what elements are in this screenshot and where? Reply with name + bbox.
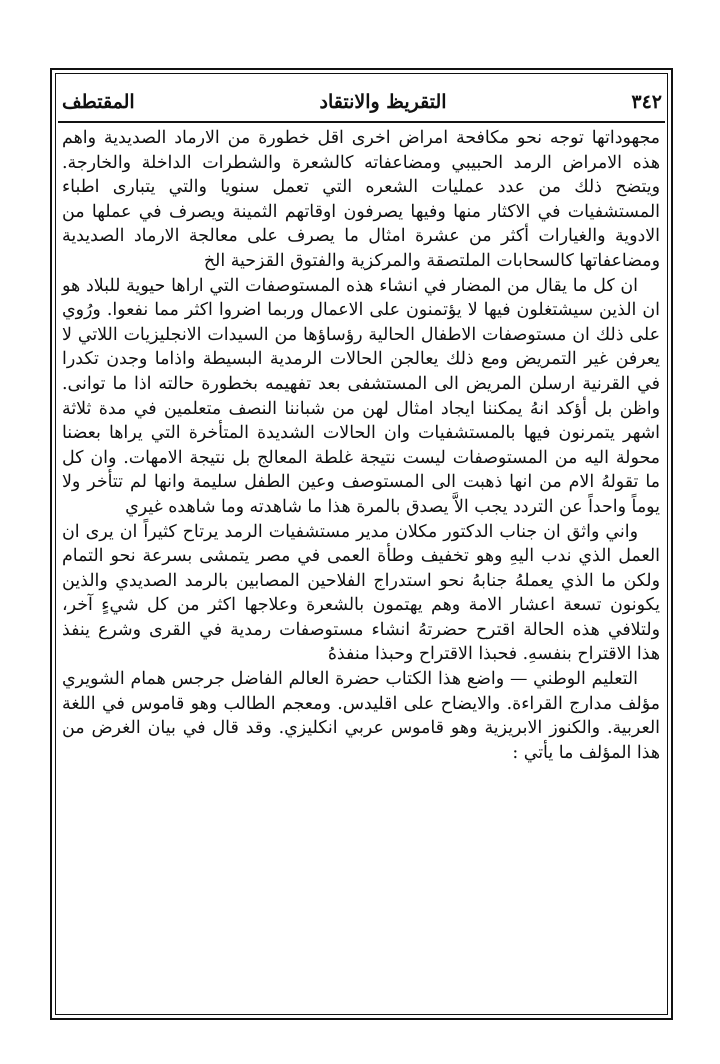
paragraph-4: التعليم الوطني — واضع هذا الكتاب حضرة العالم الفاضل جرجس همام الشويري مؤلف مدارج القراءة. والايضاح على اقليدس. ومعجم الطالب وهو قاموس في اللغة العربية. والكنوز الابريزية وهو قاموس عربي انكليزي. وقد قال في بيان الغرض من هذا المؤلف ما يأتي :	[62, 669, 660, 763]
header-rule	[58, 121, 665, 123]
article-body	[62, 126, 660, 765]
paragraph-1: مجهوداتها توجه نحو مكافحة امراض اخرى اقل خطورة من الارماد الصديدية واهم هذه الامراض الرمد الحبيبي ومضاعفاته كالشعرة والشطرات الداخلة والخارجة. ويتضح ذلك من عدد عمليات الشعره التي تعمل سنويا والتي يتبارى اطباء المستشفيات في الاكثار منها وفيها يصرفون اوقاتهم الثمينة ويصرف في عملها من الادوية والغيارات أكثر من عشرة امثال ما يصرف على معالجة الارماد الصديدية ومضاعفاتها كالسحابات الملتصقة والمركزية والفتوق القزحية الخ	[62, 128, 660, 271]
journal-name: المقتطف	[62, 91, 135, 113]
running-header	[62, 84, 662, 120]
paragraph-2: ان كل ما يقال من المضار في انشاء هذه المستوصفات التي اراها حيوية للبلاد هو ان الذين سيشتغلون فيها لا يؤتمنون على الاعمال وربما اضروا اكثر مما نفعوا. ورُوي على ذلك ان مستوصفات الاطفال الحالية رؤساؤها من السيدات الانجليزيات اللاتي لا يعرفن غير التمريض ومع ذلك يعالجن الحالات الرمدية البسيطة واذاما وجدن تكدرا في القرنية ارسلن المريض الى المستشفى بعد تفهيمه بخطورة حالته اذا ما توانى. واظن بل أؤكد انهُ يمكننا ايجاد امثال لهن من شباننا النصف متعلمين في مدة ثلاثة اشهر يتمرنون فيها بالمستشفيات وان الحالات الشديدة المتأخرة التي يراها بعضنا محولة اليه من المستوصفات ليست نتيجة غلطة المعالج بل نتيجة الامهات. وان كل ما تقولهُ الام من انها ذهبت الى المستوصف وعين الطفل سليمة وانها لم تتأخر ولا يوماً واحداً عن التردد يجب الاَّ يصدق بالمرة هذا ما شاهدته وما شاهده غيري	[62, 275, 660, 517]
section-title: التقريظ والانتقاد	[319, 91, 447, 113]
paragraph-3: واني واثق ان جناب الدكتور مكلان مدير مستشفيات الرمد يرتاح كثيراً ان يرى ان العمل الذي ندب اليهِ وهو تخفيف وطأة العمى في مصر يتمشى بسرعة نحو التمام ولكن ما الذي يعملهُ جنابهُ نحو استدراج الفلاحين المصابين بالرمد الصديدي والذين يكونون تسعة اعشار الامة وهم يهتمون بالشعرة وعلاجها اكثر من كل شيءٍ آخر، ولتلافي هذه الحالة اقترح حضرتهُ انشاء مستوصفات رمدية في القرى وشرع ينفذ هذا الاقتراح بنفسهِ. فحبذا الاقتراح وحبذا منفذهُ	[62, 521, 660, 665]
page-number: ٣٤٢	[631, 91, 662, 113]
